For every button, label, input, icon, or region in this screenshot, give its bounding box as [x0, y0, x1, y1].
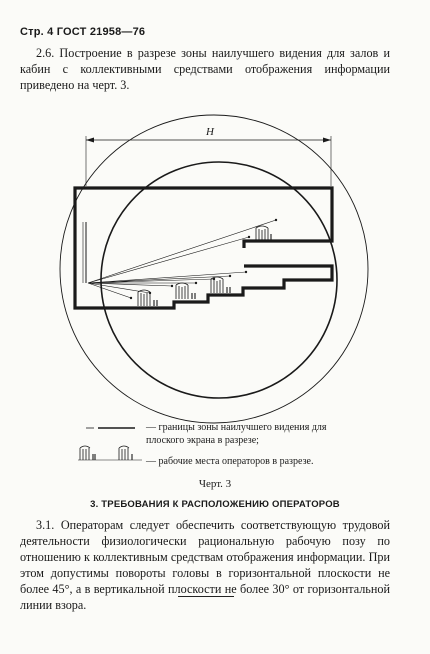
end-rule — [178, 596, 234, 597]
hall-outline — [75, 188, 332, 294]
workplace-4 — [256, 226, 271, 240]
legend-boundary-text: — границы зоны наилучшего видения для плоского экрана в разрезе; — [146, 422, 327, 446]
legend-workplace-symbol — [78, 446, 142, 460]
legend-workplace-text: — рабочие места операторов в разрезе. — [146, 456, 314, 467]
workplace-2 — [176, 283, 195, 299]
section-paragraph: 3.1. Операторам следует обеспечить соответствующую трудовой деятельности физиологически рациональную рабочую позу по отношению к коллективным средствам отображения информации. При этом допустимы повороты головы в горизонтальной плоскости не более 45°, а в вертикальной плоскости не более 30° от горизонтальной линии взора. — [20, 518, 390, 612]
dimension-label-h: Н — [206, 126, 214, 138]
outer-zone-circle — [60, 115, 368, 423]
intro-paragraph: 2.6. Построение в разрезе зоны наилучшего видения для залов и кабин с коллективными средствами отображения информации приведено на черт. 3. — [20, 46, 390, 92]
section-title: 3. ТРЕБОВАНИЯ К РАСПОЛОЖЕНИЮ ОПЕРАТОРОВ — [90, 499, 340, 510]
page-header: Стр. 4 ГОСТ 21958—76 — [20, 26, 146, 38]
figure-caption: Черт. 3 — [198, 478, 232, 490]
